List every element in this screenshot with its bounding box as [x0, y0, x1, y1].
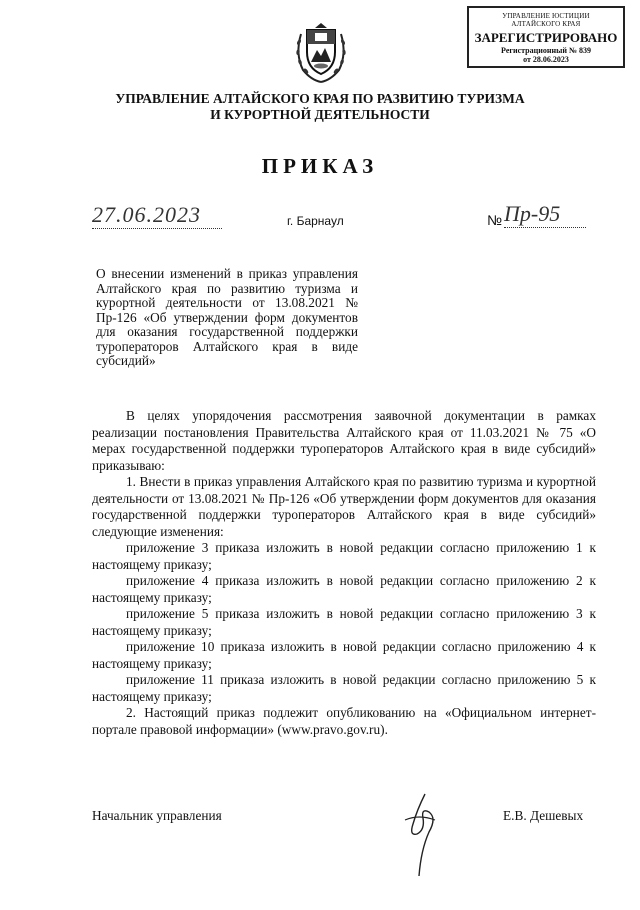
body-intro: В целях упорядочения рассмотрения заявочной документации в рамках реализации постановления Правительства Алтайского края от 11.03.2021 № 75 «О мерах государственной поддержки туроператоров Алтайского края в виде субсидий» приказываю:: [92, 408, 596, 473]
signatory-position: Начальник управления: [92, 808, 222, 823]
document-date: 27.06.2023: [92, 202, 222, 229]
change-item: приложение 4 приказа изложить в новой редакции согласно приложению 2 к настоящему приказу;: [92, 573, 596, 605]
stamp-status: ЗАРЕГИСТРИРОВАНО: [474, 30, 618, 45]
stamp-line1: УПРАВЛЕНИЕ ЮСТИЦИИ: [502, 12, 590, 20]
document-number-label: №: [487, 212, 503, 228]
organization-name: УПРАВЛЕНИЕ АЛТАЙСКОГО КРАЯ ПО РАЗВИТИЮ ТУРИЗМА И КУРОРТНОЙ ДЕЯТЕЛЬНОСТИ: [115, 91, 525, 122]
body-item-1: 1. Внести в приказ управления Алтайского края по развитию туризма и курортной деятельности от 13.08.2021 № Пр-126 «Об утверждении форм документов для оказания государственной поддержки туроператоров Алтайского края в виде субсидий» следующие изменения:: [92, 474, 596, 539]
registration-stamp: [467, 6, 625, 68]
stamp-reg-date: от 28.06.2023: [523, 55, 569, 64]
change-item: приложение 5 приказа изложить в новой редакции согласно приложению 3 к настоящему приказу;: [92, 606, 596, 638]
document-body: [92, 408, 596, 738]
stamp-reg-number: Регистрационный № 839: [501, 46, 591, 55]
change-item: приложение 3 приказа изложить в новой редакции согласно приложению 1 к настоящему приказу;: [92, 540, 596, 572]
body-item-2: 2. Настоящий приказ подлежит опубликованию на «Официальном интернет-портале правовой информации» (www.pravo.gov.ru).: [92, 705, 596, 737]
change-item: приложение 10 приказа изложить в новой редакции согласно приложению 4 к настоящему приказу;: [92, 639, 596, 671]
document-number: Пр-95: [504, 201, 586, 228]
signatory-name: Е.В. Дешевых: [503, 808, 584, 823]
stamp-line2: АЛТАЙСКОГО КРАЯ: [511, 20, 581, 28]
altai-krai-coat-of-arms-icon: [293, 22, 349, 84]
document-subject: О внесении изменений в приказ управления Алтайского края по развитию туризма и курортной деятельности от 13.08.2021 № Пр-126 «Об утверждении форм документов для оказания государственной поддержки туроператоров Алтайского края в виде субсидий»: [96, 266, 358, 368]
document-city: г. Барнаул: [287, 214, 344, 228]
handwritten-signature: [395, 790, 455, 880]
document-title: ПРИКАЗ: [261, 154, 379, 178]
change-item: приложение 11 приказа изложить в новой редакции согласно приложению 5 к настоящему приказу;: [92, 672, 596, 704]
